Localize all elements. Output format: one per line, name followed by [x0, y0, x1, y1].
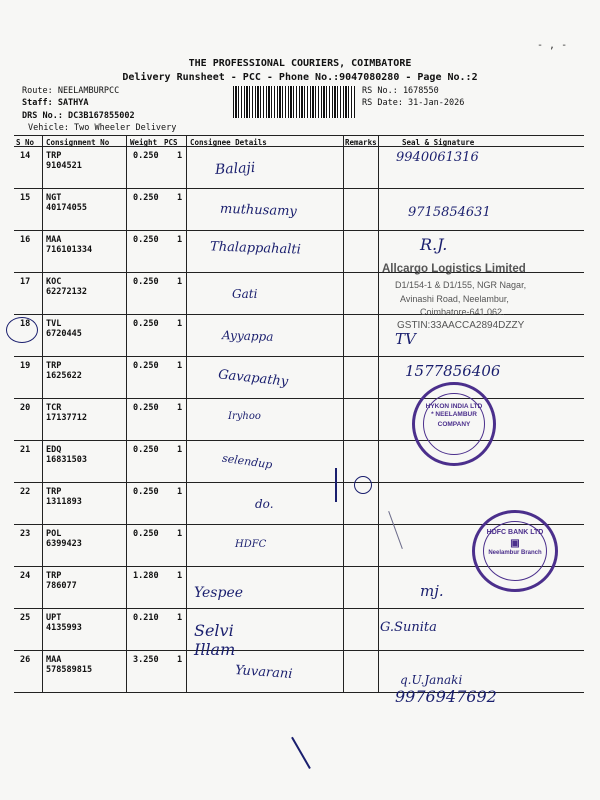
corner-marks: - ‚ -	[537, 40, 568, 51]
col-divider	[378, 525, 379, 567]
row-pcs: 1	[177, 571, 183, 581]
row-sno: 21	[20, 445, 31, 455]
allcargo-stamp-address2: Avinashi Road, Neelambur,	[400, 294, 509, 304]
col-divider	[378, 399, 379, 441]
row-23-pen-stroke	[388, 511, 403, 549]
col-divider	[42, 357, 43, 399]
col-divider	[42, 147, 43, 189]
col-divider	[343, 609, 344, 651]
col-divider	[126, 567, 127, 609]
row-consignment-no: TCR 17137712	[46, 403, 87, 423]
row-sno: 14	[20, 151, 31, 161]
row-border	[14, 692, 584, 693]
col-divider	[186, 525, 187, 567]
row-consignee-handwriting: Balaji	[214, 159, 256, 179]
col-divider	[126, 609, 127, 651]
rs-date: RS Date: 31-Jan-2026	[362, 98, 465, 108]
row-consignment-no: TRP 786077	[46, 571, 77, 591]
col-divider	[42, 525, 43, 567]
row-pcs: 1	[177, 445, 183, 455]
col-divider	[186, 231, 187, 273]
col-divider	[378, 357, 379, 399]
vehicle-label: Vehicle: Two Wheeler Delivery	[28, 123, 177, 133]
row-pcs: 1	[177, 487, 183, 497]
allcargo-stamp-name: Allcargo Logistics Limited	[382, 263, 526, 275]
col-divider	[42, 483, 43, 525]
col-divider	[186, 399, 187, 441]
row-21-circle-mark	[354, 476, 372, 494]
col-divider	[126, 273, 127, 315]
row-border	[14, 440, 584, 441]
row14-signature: 9940061316	[396, 150, 479, 165]
row-sno: 18	[20, 319, 31, 329]
hdfc-bank-seal	[472, 510, 558, 592]
hdfc-seal-center: Neelambur Branch	[488, 550, 542, 556]
table-top-border	[14, 135, 584, 136]
row-pcs: 1	[177, 319, 183, 329]
row-consignment-no: NGT 40174055	[46, 193, 87, 213]
col-divider	[186, 609, 187, 651]
col-divider	[378, 567, 379, 609]
row-consignee-handwriting: selendup	[221, 451, 274, 472]
col-divider	[42, 231, 43, 273]
row-weight: 0.250	[133, 151, 159, 161]
row-border	[14, 230, 584, 231]
row-border	[14, 398, 584, 399]
col-divider	[186, 315, 187, 357]
col-divider	[186, 651, 187, 693]
row24-signature: mj.	[420, 582, 444, 600]
col-divider	[343, 399, 344, 441]
barcode	[233, 86, 355, 118]
row-18-circle-mark	[6, 317, 38, 343]
row-pcs: 1	[177, 361, 183, 371]
col-header-sno: S No	[16, 138, 35, 147]
row16-signature: R.J.	[420, 235, 448, 254]
col-divider	[126, 525, 127, 567]
col-divider	[126, 189, 127, 231]
row-21-pen-stroke	[335, 468, 337, 502]
row-sno: 19	[20, 361, 31, 371]
col-divider	[378, 609, 379, 651]
col-divider	[186, 189, 187, 231]
row25-signature: G.Sunita	[380, 620, 437, 635]
col-divider	[126, 135, 127, 147]
col-divider	[42, 315, 43, 357]
row-consignee-handwriting: Thalappahalti	[209, 239, 301, 258]
col-divider	[343, 273, 344, 315]
row-sno: 22	[20, 487, 31, 497]
row-consignment-no: KOC 62272132	[46, 277, 87, 297]
allcargo-stamp-address1: D1/154-1 & D1/155, NGR Nagar,	[395, 280, 527, 290]
row-consignment-no: TRP 1625622	[46, 361, 82, 381]
row19-signature: 1577856406	[405, 362, 501, 380]
row-pcs: 1	[177, 403, 183, 413]
col-divider	[126, 357, 127, 399]
row-sno: 25	[20, 613, 31, 623]
row-consignment-no: TRP 9104521	[46, 151, 82, 171]
row-consignment-no: UPT 4135993	[46, 613, 82, 633]
col-divider	[186, 483, 187, 525]
col-divider	[343, 189, 344, 231]
col-divider	[42, 651, 43, 693]
route-label: Route: NEELAMBURPCC	[22, 86, 120, 96]
row-weight: 3.250	[133, 655, 159, 665]
col-divider	[186, 273, 187, 315]
col-divider	[343, 441, 344, 483]
row-weight: 1.280	[133, 571, 159, 581]
col-divider	[378, 189, 379, 231]
row-weight: 0.250	[133, 487, 159, 497]
col-divider	[343, 147, 344, 189]
row-consignee-handwriting: Gati	[232, 287, 258, 301]
row-consignment-no: MAA 578589815	[46, 655, 93, 675]
col-divider	[343, 357, 344, 399]
rs-number: RS No.: 1678550	[362, 86, 439, 96]
col-divider	[378, 273, 379, 315]
row-border	[14, 188, 584, 189]
row-consignee-handwriting: Iryhoo	[228, 411, 261, 422]
allcargo-stamp-gstin: GSTIN:33AACCA2894DZZY	[397, 320, 525, 331]
row-consignment-no: MAA 716101334	[46, 235, 93, 255]
row-consignee-handwriting: HDFC	[235, 539, 267, 550]
col-divider	[378, 231, 379, 273]
col-divider	[378, 147, 379, 189]
allcargo-stamp-address3: Coimbatore-641 062.	[420, 307, 505, 317]
col-divider	[343, 651, 344, 693]
row26-signer-name: q.U.Janaki	[400, 673, 463, 687]
col-divider	[42, 441, 43, 483]
col-divider	[42, 273, 43, 315]
row-pcs: 1	[177, 529, 183, 539]
col-divider	[126, 483, 127, 525]
col-divider	[343, 231, 344, 273]
row-sno: 23	[20, 529, 31, 539]
row-border	[14, 356, 584, 357]
row-weight: 0.250	[133, 445, 159, 455]
staff-label: Staff: SATHYA	[22, 98, 89, 108]
row-pcs: 1	[177, 277, 183, 287]
col-divider	[343, 315, 344, 357]
col-divider	[126, 147, 127, 189]
col-divider	[343, 525, 344, 567]
row-consignee-handwriting: Yuvarani	[234, 663, 293, 682]
col-divider	[186, 441, 187, 483]
row-weight: 0.250	[133, 403, 159, 413]
col-divider	[186, 147, 187, 189]
row-sno: 16	[20, 235, 31, 245]
col-divider	[378, 483, 379, 525]
row-pcs: 1	[177, 235, 183, 245]
col-header-consignee: Consignee Details	[190, 138, 267, 147]
col-divider	[186, 135, 187, 147]
row-weight: 0.210	[133, 613, 159, 623]
hykon-company-seal	[412, 382, 496, 466]
col-divider	[42, 135, 43, 147]
row-consignee-handwriting: Gavapathy	[217, 367, 289, 390]
row-weight: 0.250	[133, 193, 159, 203]
row18-signature: TV	[395, 330, 416, 348]
hykon-seal-center: COMPANY	[437, 421, 471, 428]
row15-signature: 9715854631	[408, 205, 491, 220]
col-divider	[343, 483, 344, 525]
col-header-weight: Weight	[130, 138, 158, 147]
row-border	[14, 650, 584, 651]
col-divider	[126, 441, 127, 483]
row-consignee-handwriting: do.	[255, 497, 274, 511]
row-consignee-handwriting: muthusamy	[219, 201, 298, 220]
col-divider	[126, 399, 127, 441]
row-consignee-handwriting: Ayyappa	[221, 328, 274, 344]
row26-signature: 9976947692	[395, 687, 497, 706]
row-pcs: 1	[177, 193, 183, 203]
row-weight: 0.250	[133, 235, 159, 245]
row-border	[14, 482, 584, 483]
hykon-seal-text: HYKON INDIA LTD * NEELAMBUR	[425, 403, 483, 418]
col-divider	[126, 651, 127, 693]
row-consignee-handwriting: Selvi Illam	[194, 621, 236, 659]
row-border	[14, 608, 584, 609]
row-consignee-handwriting: Yespee	[194, 585, 244, 601]
col-divider	[378, 441, 379, 483]
col-divider	[186, 357, 187, 399]
row-consignment-no: EDQ 16831503	[46, 445, 87, 465]
row-consignment-no: TRP 1311893	[46, 487, 82, 507]
drs-number: DRS No.: DC3B167855002	[22, 111, 135, 121]
runsheet-subtitle: Delivery Runsheet - PCC - Phone No.:9047080280 - Page No.:2	[122, 72, 478, 83]
col-divider	[378, 135, 379, 147]
col-header-pcs: PCS	[164, 138, 178, 147]
col-divider	[126, 315, 127, 357]
row-sno: 20	[20, 403, 31, 413]
runsheet-title: THE PROFESSIONAL COURIERS, COIMBATORE	[188, 58, 412, 69]
col-divider	[126, 231, 127, 273]
row-sno: 15	[20, 193, 31, 203]
row-weight: 0.250	[133, 277, 159, 287]
row-sno: 17	[20, 277, 31, 287]
col-divider	[343, 567, 344, 609]
row-pcs: 1	[177, 151, 183, 161]
col-divider	[42, 567, 43, 609]
row-pcs: 1	[177, 613, 183, 623]
row-sno: 26	[20, 655, 31, 665]
col-divider	[186, 567, 187, 609]
row-sno: 24	[20, 571, 31, 581]
col-divider	[42, 609, 43, 651]
row-consignment-no: TVL 6720445	[46, 319, 82, 339]
row-weight: 0.250	[133, 361, 159, 371]
col-divider	[378, 651, 379, 693]
col-header-consignment: Consignment No	[46, 138, 110, 147]
col-header-seal: Seal & Signature	[402, 138, 475, 147]
row-weight: 0.250	[133, 529, 159, 539]
hdfc-seal-text: HDFC BANK LTD	[486, 529, 544, 536]
col-divider	[42, 399, 43, 441]
hdfc-seal-logo-icon: ▣	[510, 538, 520, 549]
col-divider	[343, 135, 344, 147]
bottom-pen-stroke	[291, 737, 310, 769]
row-weight: 0.250	[133, 319, 159, 329]
row-pcs: 1	[177, 655, 183, 665]
row-consignment-no: POL 6399423	[46, 529, 82, 549]
col-header-remarks: Remarks	[345, 138, 377, 147]
col-divider	[42, 189, 43, 231]
col-divider	[378, 315, 379, 357]
